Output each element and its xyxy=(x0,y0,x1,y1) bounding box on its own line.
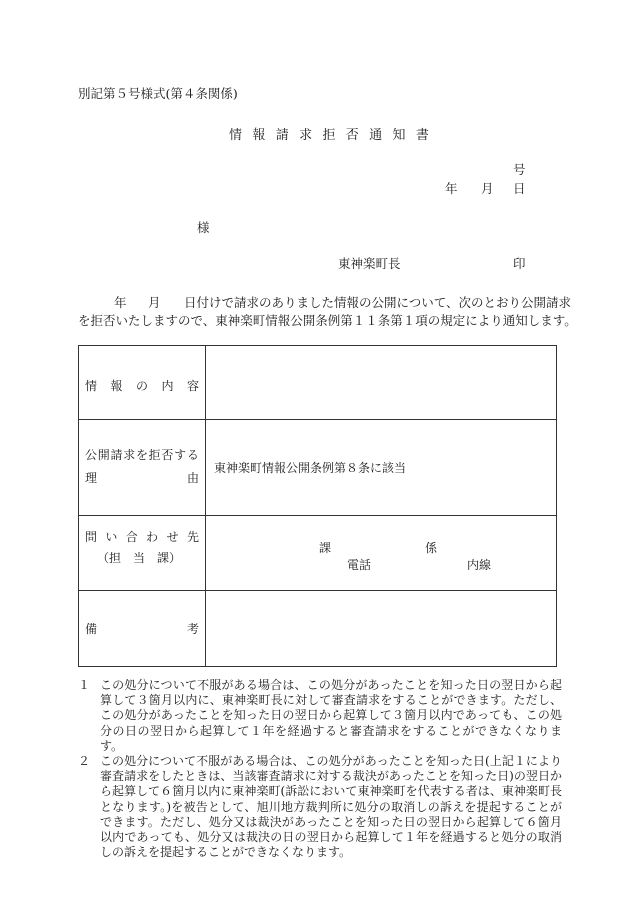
form-id: 別記第５号様式(第４条関係) xyxy=(78,86,238,101)
label-contact: 問 い 合 わ せ 先 （担 当 課） xyxy=(79,516,206,591)
date-month: 月 xyxy=(481,181,494,196)
intro-year: 年 xyxy=(114,295,127,310)
row-remarks xyxy=(79,591,557,667)
value-contact[interactable] xyxy=(206,516,557,591)
section-ka: 課 xyxy=(319,541,332,555)
rejection-table xyxy=(78,345,557,667)
row-contact xyxy=(79,516,557,591)
number-label: 号 xyxy=(513,162,526,177)
value-reason[interactable] xyxy=(206,420,557,516)
value-remarks[interactable] xyxy=(206,591,557,667)
intro-month: 月 xyxy=(148,295,161,310)
intro-line1: 日付けで請求のありました情報の公開について、次のとおり公開請求 xyxy=(184,295,572,310)
label-reason: 公 開 請 求 を 拒 否 す る 理 由 xyxy=(79,420,206,516)
addressee-suffix: 様 xyxy=(197,220,210,235)
extension-label: 内線 xyxy=(467,558,492,572)
label-content: 情 報 の 内 容 xyxy=(79,346,206,420)
row-content xyxy=(79,346,557,420)
sender-name: 東神楽町長 xyxy=(338,256,401,271)
intro-line2: を拒否いたしますので、東神楽町情報公開条例第１１条第１項の規定により通知します。 xyxy=(78,313,577,328)
section-kakari: 係 xyxy=(425,541,438,555)
row-reason xyxy=(79,420,557,516)
reason-text: 東神楽町情報公開条例第８条に該当 xyxy=(214,461,407,475)
seal-mark: 印 xyxy=(513,256,526,271)
note-item: １ この処分について不服がある場合は、この処分があったことを知った日の翌日から起算して３箇月以内に、東神楽町長に対して審査請求をすることができます。ただし、この処分があったことを知った日の翌日から起算して３箇月以内であっても、この処分の日の翌日から起算して１年を経過すると審査請求をすることができなくなります。 xyxy=(78,678,562,753)
notes xyxy=(78,678,562,860)
note-item: ２ この処分について不服がある場合は、この処分があったことを知った日(上記１により審査請求をしたときは、当該審査請求に対する裁決があったことを知った日)の翌日から起算して６箇月以内に東神楽町(訴訟において東神楽町を代表する者は、東神楽町長となります。)を被告として、旭川地方裁判所に処分の取消しの訴えを提起することができます。ただし、処分又は裁決があったことを知った日の翌日から起算して６箇月以内であっても、処分又は裁決の日の翌日から起算して１年を経過すると処分の取消しの訴えを提起することができなくなります。 xyxy=(78,754,562,860)
phone-label: 電話 xyxy=(347,558,372,572)
label-remarks: 備 考 xyxy=(79,591,206,667)
value-content[interactable] xyxy=(206,346,557,420)
document-title: 情 報 請 求 拒 否 通 知 書 xyxy=(229,128,429,143)
date-day: 日 xyxy=(513,181,526,196)
date-year: 年 xyxy=(445,181,458,196)
